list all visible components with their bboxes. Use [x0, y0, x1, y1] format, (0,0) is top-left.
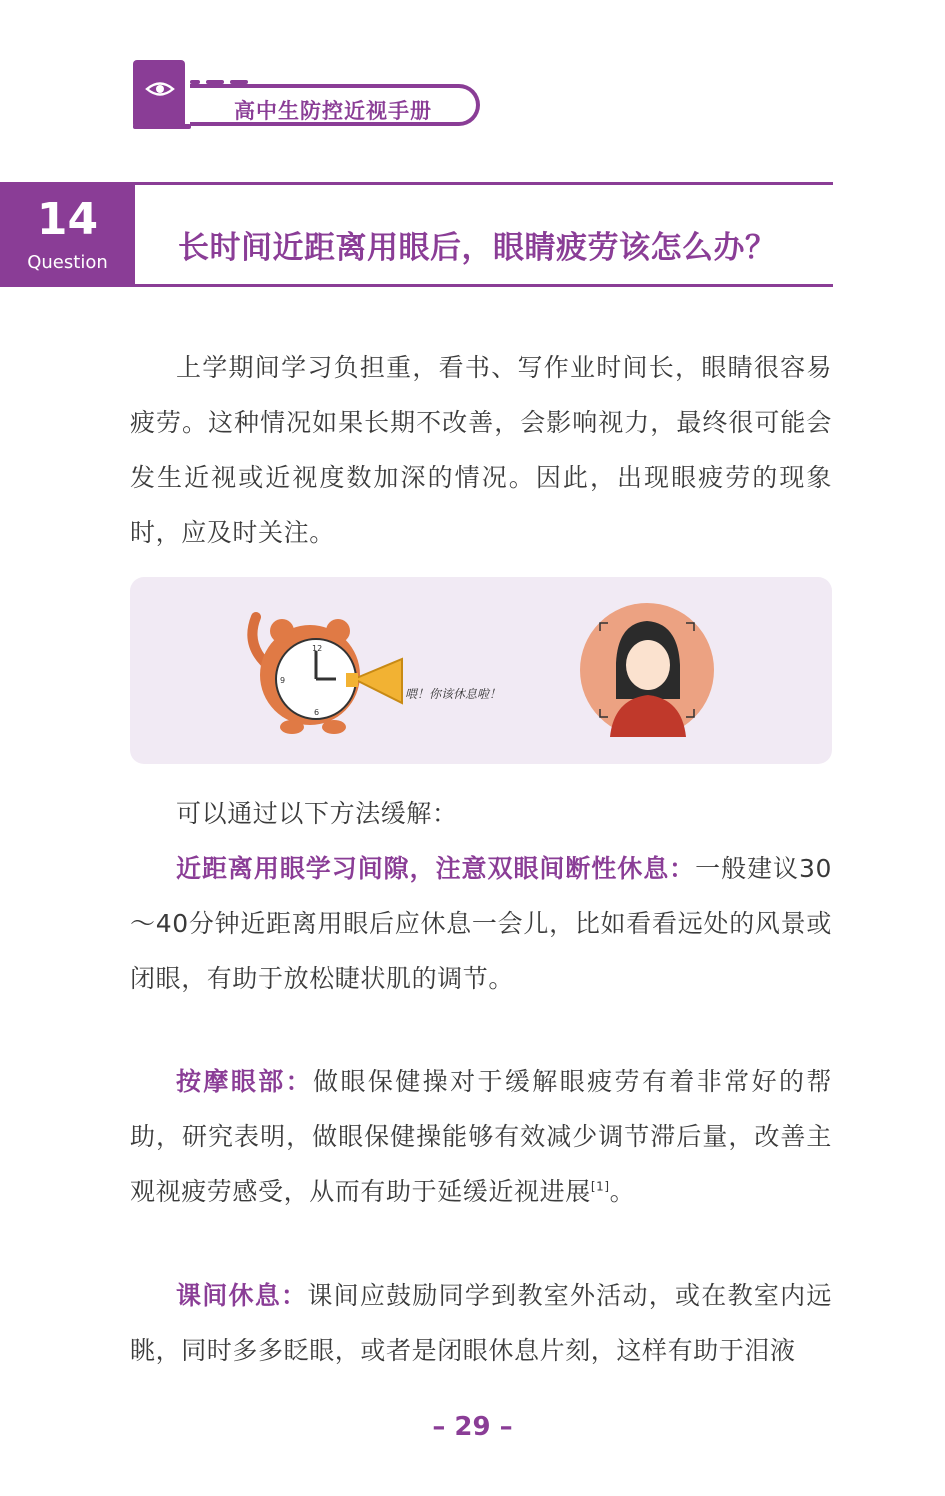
- illustration-panel: [130, 577, 832, 764]
- method-rest: [130, 841, 832, 1006]
- question-number: 14: [36, 194, 99, 245]
- title-rule-top: [135, 182, 833, 185]
- title-rule-bottom: [135, 284, 833, 287]
- svg-text:6: 6: [314, 708, 320, 717]
- clock-cat-megaphone-illustration: [242, 607, 542, 737]
- page-number: – 29 –: [432, 1412, 513, 1442]
- method-massage-text: 做眼保健操对于缓解眼疲劳有着非常好的帮助，研究表明，做眼保健操能够有效减少调节滞后量，改善主观视疲劳感受，从而有助于延缓近视进展: [130, 1067, 832, 1206]
- method-massage: [130, 1054, 832, 1219]
- method-break-title: 课间休息：: [176, 1281, 308, 1310]
- header-underline: [133, 124, 191, 129]
- method-rest-title: 近距离用眼学习间隙，注意双眼间断性休息：: [176, 854, 696, 883]
- method-massage-end: 。: [609, 1177, 636, 1206]
- svg-text:12: 12: [312, 644, 323, 653]
- citation-mark: [1]: [590, 1179, 610, 1194]
- speech-text: 喂！你该休息啦！: [405, 687, 502, 701]
- handbook-title: 高中生防控近视手册: [234, 99, 432, 123]
- eye-icon: [145, 78, 175, 100]
- question-title: 长时间近距离用眼后，眼睛疲劳该怎么办？: [178, 230, 777, 266]
- method-break: [130, 1268, 832, 1378]
- svg-text:9: 9: [280, 676, 286, 685]
- question-label: Question: [27, 252, 108, 273]
- method-massage-title: 按摩眼部：: [176, 1067, 314, 1096]
- intro-paragraph: 上学期间学习负担重，看书、写作业时间长，眼睛很容易疲劳。这种情况如果长期不改善，会影响视力，最终很可能会发生近视或近视度数加深的情况。因此，出现眼疲劳的现象时，应及时关注。: [130, 353, 832, 547]
- methods-intro: 可以通过以下方法缓解：: [176, 799, 458, 828]
- method-rest-text: 一般建议30～40分钟近距离用眼后应休息一会儿，比如看看远处的风景或闭眼，有助于放松睫状肌的调节。: [130, 854, 832, 993]
- girl-rubbing-eyes-illustration: [580, 603, 714, 737]
- question-number-box: [0, 182, 135, 287]
- method-break-text: 课间应鼓励同学到教室外活动，或在教室内远眺，同时多多眨眼，或者是闭眼休息片刻，这样有助于泪液: [130, 1281, 832, 1365]
